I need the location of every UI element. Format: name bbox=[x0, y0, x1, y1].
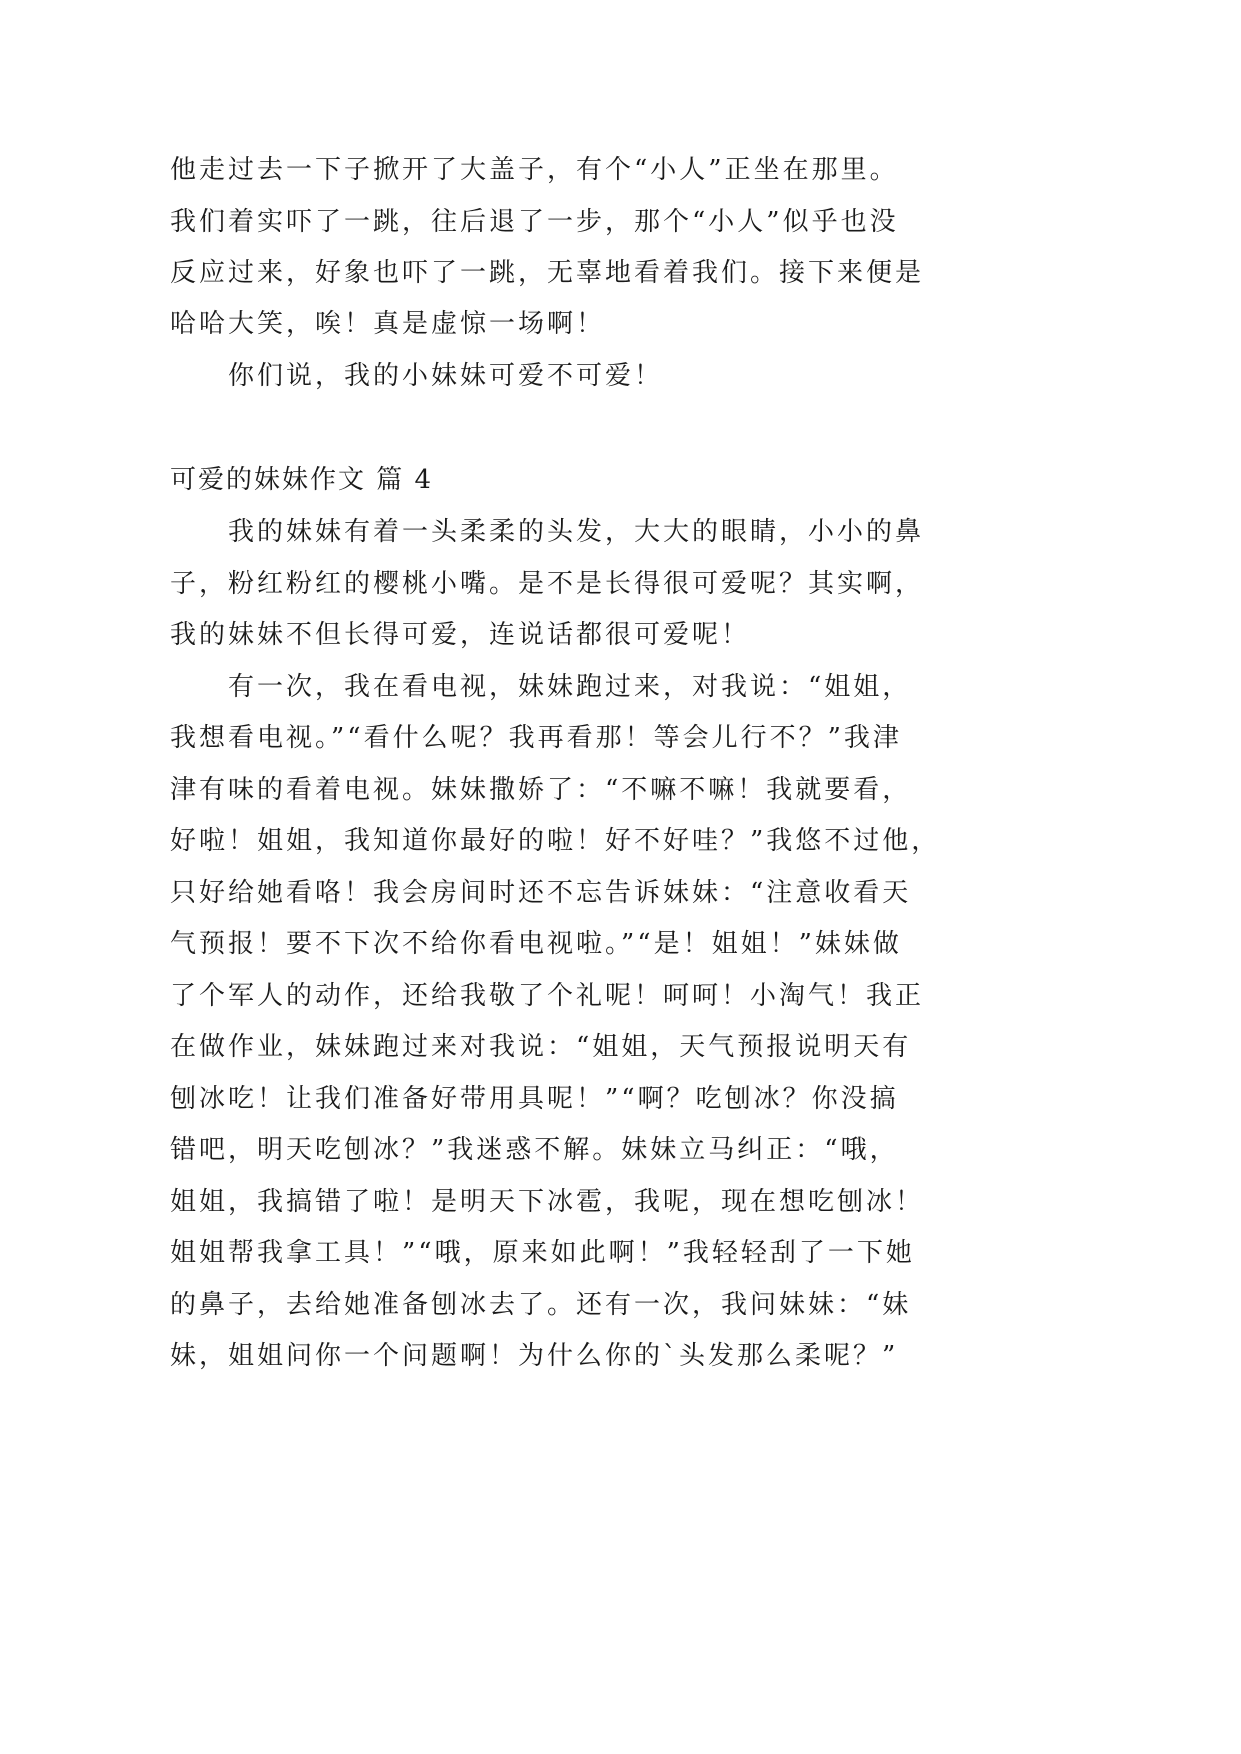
text-line: 哈哈大笑，唉！真是虚惊一场啊！ bbox=[170, 309, 606, 339]
text-line: 津有味的看着电视。妹妹撒娇了：“不嘛不嘛！我就要看， bbox=[170, 775, 912, 805]
section-title: 可爱的妹妹作文 篇 4 bbox=[170, 465, 434, 495]
text-line: 的鼻子，去给她准备刨冰去了。还有一次，我问妹妹：“妹 bbox=[170, 1290, 912, 1320]
text-line: 有一次，我在看电视，妹妹跑过来，对我说：“姐姐， bbox=[228, 672, 912, 702]
text-line: 错吧，明天吃刨冰？”我迷惑不解。妹妹立马纠正：“哦， bbox=[170, 1135, 899, 1165]
text-line: 我的妹妹有着一头柔柔的头发，大大的眼睛，小小的鼻 bbox=[228, 517, 925, 547]
text-line: 反应过来，好象也吓了一跳，无辜地看着我们。接下来便是 bbox=[170, 258, 925, 288]
text-line: 子，粉红粉红的樱桃小嘴。是不是长得很可爱呢？其实啊， bbox=[170, 569, 925, 599]
text-line: 我们着实吓了一跳，往后退了一步，那个“小人”似乎也没 bbox=[170, 207, 899, 237]
text-line: 我的妹妹不但长得可爱，连说话都很可爱呢！ bbox=[170, 620, 751, 650]
text-line: 姐姐，我搞错了啦！是明天下冰雹，我呢，现在想吃刨冰！ bbox=[170, 1187, 925, 1217]
text-line: 你们说，我的小妹妹可爱不可爱！ bbox=[228, 361, 664, 391]
text-line: 妹，姐姐问你一个问题啊！为什么你的`头发那么柔呢？” bbox=[170, 1341, 899, 1371]
text-line: 在做作业，妹妹跑过来对我说：“姐姐，天气预报说明天有 bbox=[170, 1032, 912, 1062]
text-line: 了个军人的动作，还给我敬了个礼呢！呵呵！小淘气！我正 bbox=[170, 981, 925, 1011]
text-line: 只好给她看咯！我会房间时还不忘告诉妹妹：“注意收看天 bbox=[170, 878, 912, 908]
text-line: 刨冰吃！让我们准备好带用具呢！”“啊？吃刨冰？你没搞 bbox=[170, 1084, 899, 1114]
text-line: 气预报！要不下次不给你看电视啦。”“是！姐姐！”妹妹做 bbox=[170, 929, 902, 959]
text-line: 姐姐帮我拿工具！”“哦，原来如此啊！”我轻轻刮了一下她 bbox=[170, 1238, 915, 1268]
text-line: 好啦！姐姐，我知道你最好的啦！好不好哇？”我悠不过他， bbox=[170, 826, 941, 856]
text-line: 我想看电视。”“看什么呢？我再看那！等会儿行不？”我津 bbox=[170, 723, 902, 753]
text-line: 他走过去一下子掀开了大盖子，有个“小人”正坐在那里。 bbox=[170, 155, 899, 185]
